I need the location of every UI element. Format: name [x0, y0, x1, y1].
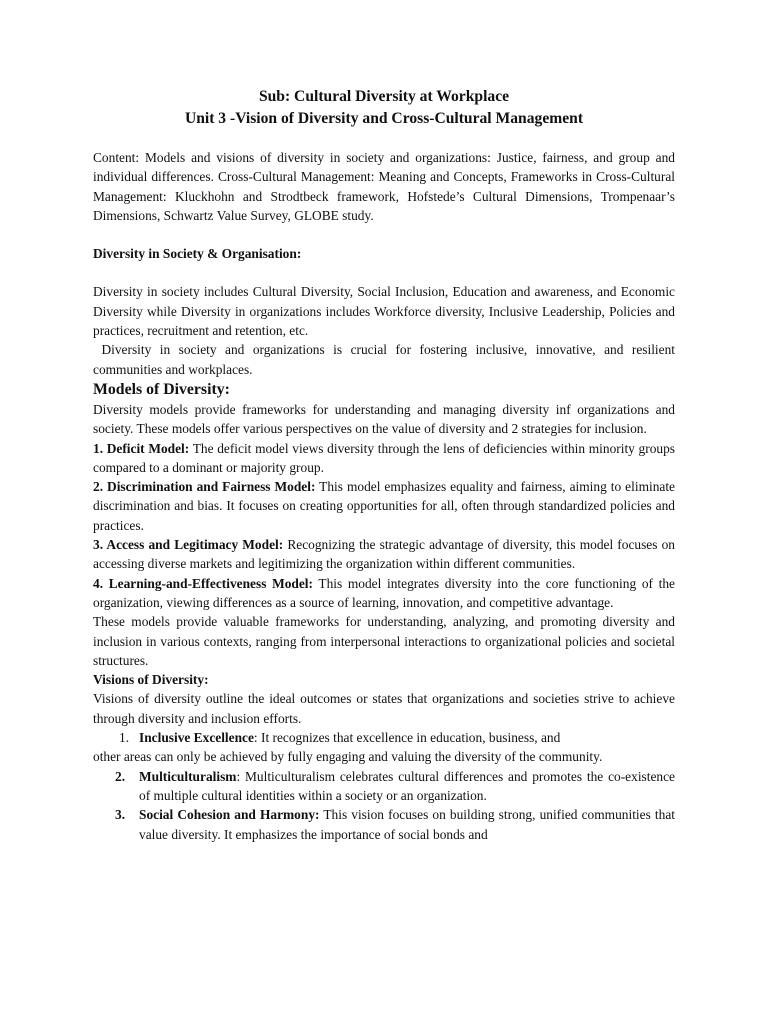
unit-title: Unit 3 -Vision of Diversity and Cross-Cultural Management: [184, 110, 584, 127]
vision-item-number: 2.: [115, 768, 126, 784]
vision-item: [93, 767, 675, 806]
model-item: [93, 535, 675, 574]
model-item-label: 2. Discrimination and Fairness Model:: [93, 479, 316, 495]
model-item-label: 3. Access and Legitimacy Model:: [93, 537, 284, 553]
diversity-paragraph-1: Diversity in society includes Cultural Diversity, Social Inclusion, Education and awareness, and Economic Diversity while Diversity in organizations includes Workforce diversity, Inclusive Leadership, Policies and practices, recruitment and retention, etc.: [93, 284, 675, 339]
models-closing: These models provide valuable frameworks for understanding, analyzing, and promoting diversity and inclusion in various contexts, ranging from interpersonal interactions to organizational policies and societal structures.: [93, 614, 675, 668]
title-block: [93, 86, 675, 130]
models-heading: Models of Diversity:: [93, 380, 230, 398]
subject-title: Sub: Cultural Diversity at Workplace: [258, 88, 510, 105]
vision-item-number: 1.: [119, 730, 130, 746]
model-item-label: 1. Deficit Model:: [93, 440, 190, 456]
model-item-text: The deficit model views diversity through the lens of deficiencies within minority groups compared to a dominant or majority group.: [93, 440, 676, 475]
visions-list: [93, 728, 675, 844]
vision-item-text: : It recognizes that excellence in education, business, and: [253, 730, 561, 746]
model-item-text: This model integrates diversity into the core functioning of the organization, viewing differences as a source of learning, innovation, and competitive advantage.: [93, 575, 675, 610]
model-item-label: 4. Learning-and-Effectiveness Model:: [93, 575, 313, 591]
vision-item: [93, 805, 675, 844]
vision-item-text: This vision focuses on building strong, unified communities that value diversity. It emphasizes the importance of social bonds and: [139, 807, 675, 842]
model-item-text: Recognizing the strategic advantage of diversity, this model focuses on accessing diverse markets and legitimizing the organization within different communities.: [93, 537, 675, 572]
vision-item-continuation: other areas can only be achieved by fully engaging and valuing the diversity of the community.: [93, 749, 603, 765]
vision-item-number: 3.: [115, 807, 126, 823]
diversity-paragraph-2: Diversity in society and organizations is crucial for fostering inclusive, innovative, and resilient communities and workplaces.: [93, 342, 679, 377]
diversity-heading: Diversity in Society & Organisation:: [93, 246, 302, 262]
spacer: [93, 225, 675, 244]
visions-heading: Visions of Diversity:: [93, 672, 209, 688]
model-item: [93, 477, 675, 535]
vision-item-label: Multiculturalism: [139, 768, 237, 784]
vision-item: [93, 728, 675, 767]
vision-item-text: : Multiculturalism celebrates cultural differences and promotes the co-existence of multiple cultural identities within a society or an organization.: [139, 768, 675, 803]
model-item: [93, 439, 675, 478]
models-intro: Diversity models provide frameworks for understanding and managing diversity inf organizations and society. These models offer various perspectives on the value of diversity and 2 strategies for inclusion.: [93, 401, 675, 437]
vision-item-label: Inclusive Excellence: [139, 730, 254, 746]
content-paragraph: Content: Models and visions of diversity in society and organizations: Justice, fairness, and group and individual differences. Cross-Cultural Management: Meaning and Concepts, Frameworks in Cross-Cultural Management: Kluckhohn and Strodtbeck framework, Hofstede’s Cultural Dimensions, Trompenaar’s Dimensions, Schwartz Value Survey, GLOBE study.: [93, 150, 675, 223]
model-item: [93, 574, 675, 613]
document-page: [93, 86, 679, 844]
vision-item-label: Social Cohesion and Harmony:: [139, 807, 320, 823]
model-item-text: This model emphasizes equality and fairness, aiming to eliminate discrimination and bias. It focuses on creating opportunities for all, often through standardized policies and practices.: [93, 479, 676, 533]
visions-intro: Visions of diversity outline the ideal outcomes or states that organizations and societies strive to achieve through diversity and inclusion efforts.: [93, 691, 675, 726]
spacer: [93, 263, 675, 282]
